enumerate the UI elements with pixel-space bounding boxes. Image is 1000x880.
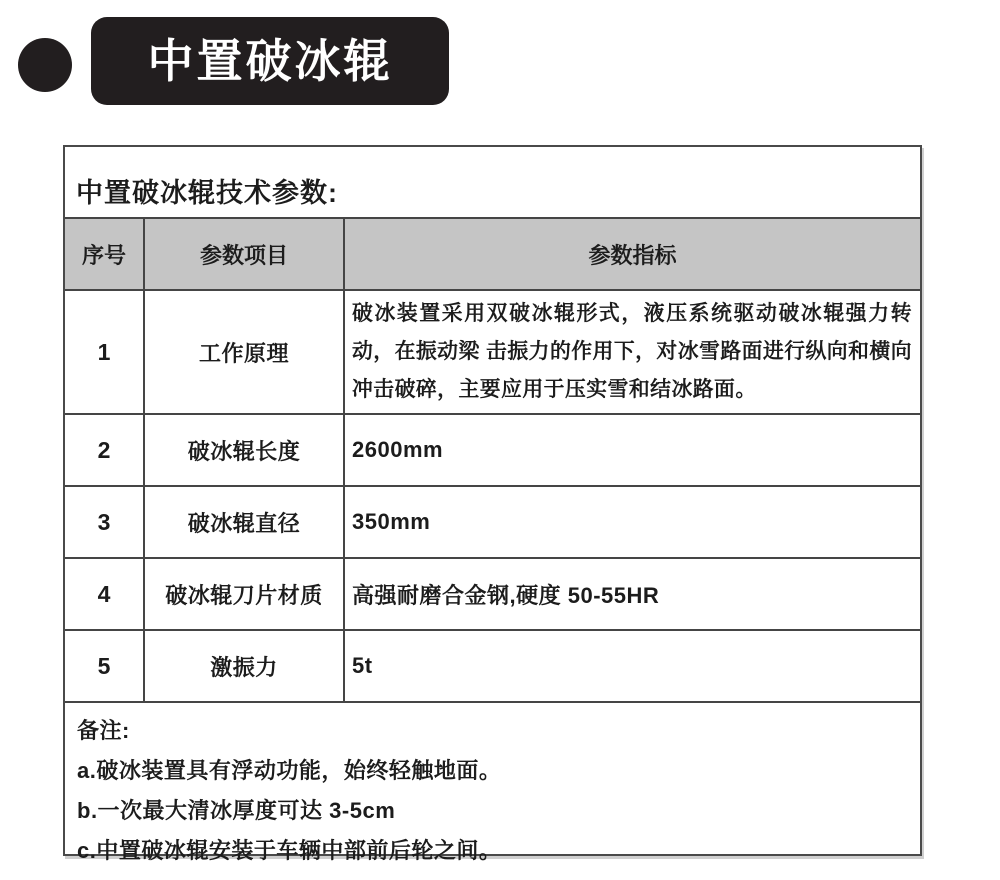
table-row [65,290,920,414]
section-banner-title: 中置破冰辊 [147,35,393,87]
note-line: b.一次最大清冰厚度可达 3-5cm [77,798,396,823]
row-item-cell: 工作原理 [144,290,344,414]
row-value-cell: 5t [344,630,920,702]
table-row [65,414,920,486]
header-cell-value: 参数指标 [344,218,920,290]
table-row [65,558,920,630]
header-cell-item: 参数项目 [144,218,344,290]
table-row [65,486,920,558]
row-item-cell: 破冰辊直径 [144,486,344,558]
spec-panel-title: 中置破冰辊技术参数: [76,177,338,208]
spec-panel [63,145,922,863]
row-no-cell: 4 [65,558,144,630]
row-value-cell: 350mm [344,486,920,558]
notes-section [65,703,920,877]
table-header-row [65,218,920,290]
row-value-cell: 破冰装置采用双破冰辊形式，液压系统驱动破冰辊强力转动，在振动梁 击振力的作用下，对冰雪路面进行纵向和横向冲击破碎，主要应用于压实雪和结冰路面。 [344,290,920,414]
row-value-cell: 2600mm [344,414,920,486]
notes-label: 备注: [77,718,130,743]
row-item-cell: 破冰辊刀片材质 [144,558,344,630]
note-line: c.中置破冰辊安装于车辆中部前后轮之间。 [77,838,502,863]
row-no-cell: 2 [65,414,144,486]
row-no-cell: 5 [65,630,144,702]
spec-table [65,217,920,703]
row-no-cell: 3 [65,486,144,558]
row-item-cell: 破冰辊长度 [144,414,344,486]
note-line: a.破冰装置具有浮动功能，始终轻触地面。 [77,758,502,783]
header-cell-no: 序号 [65,218,144,290]
section-banner [91,17,449,105]
row-value-cell: 高强耐磨合金钢,硬度 50-55HR [344,558,920,630]
row-no-cell: 1 [65,290,144,414]
table-row [65,630,920,702]
bullet-dot-icon [18,38,72,92]
row-item-cell: 激振力 [144,630,344,702]
